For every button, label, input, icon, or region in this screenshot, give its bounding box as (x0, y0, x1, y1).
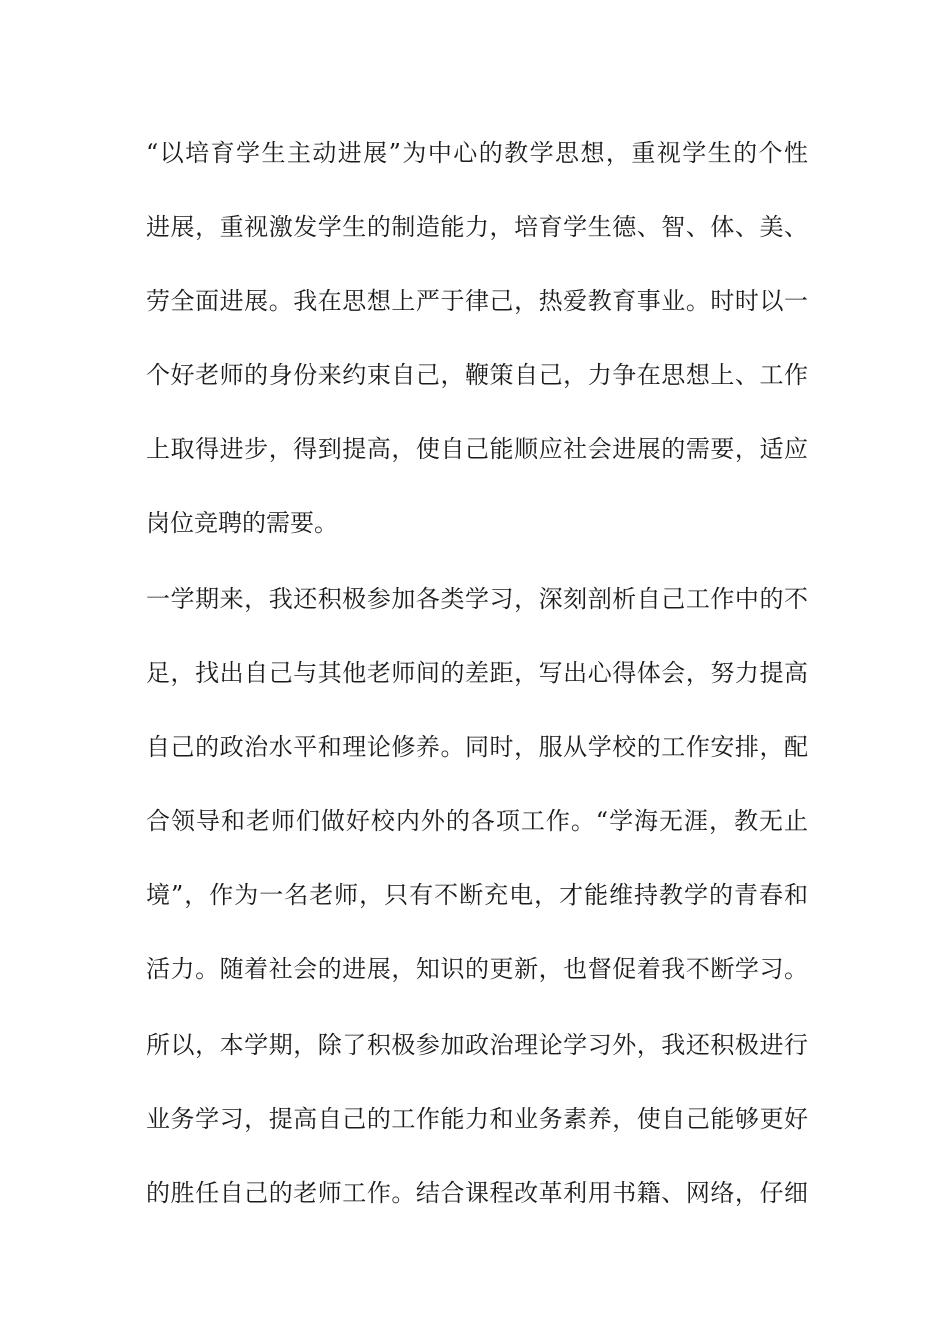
text-line: 足，找出自己与其他老师间的差距，写出心得体会，努力提高 (146, 659, 808, 687)
text-line: 所以，本学期，除了积极参加政治理论学习外，我还积极进行 (146, 1031, 808, 1059)
text-line: 岗位竞聘的需要。 (146, 509, 338, 537)
text-line: 的胜任自己的老师工作。结合课程改革利用书籍、网络，仔细 (146, 1179, 808, 1207)
text-line: 合领导和老师们做好校内外的各项工作。“学海无涯，教无止 (146, 807, 808, 835)
text-line: 活力。随着社会的进展，知识的更新，也督促着我不断学习。 (146, 955, 808, 983)
text-line: 进展，重视激发学生的制造能力，培育学生德、智、体、美、 (146, 213, 808, 241)
text-line: 劳全面进展。我在思想上严于律己，热爱教育事业。时时以一 (146, 287, 808, 315)
text-line: 一学期来，我还积极参加各类学习，深刻剖析自己工作中的不 (146, 585, 808, 613)
text-line: 境”，作为一名老师，只有不断充电，才能维持教学的青春和 (146, 881, 808, 909)
text-line: 个好老师的身份来约束自己，鞭策自己，力争在思想上、工作 (146, 361, 808, 389)
text-line: 业务学习，提高自己的工作能力和业务素养，使自己能够更好 (146, 1105, 808, 1133)
text-line: “以培育学生主动进展”为中心的教学思想，重视学生的个性 (146, 139, 808, 167)
text-line: 自己的政治水平和理论修养。同时，服从学校的工作安排，配 (146, 733, 808, 761)
text-line: 上取得进步，得到提高，使自己能顺应社会进展的需要，适应 (146, 435, 808, 463)
